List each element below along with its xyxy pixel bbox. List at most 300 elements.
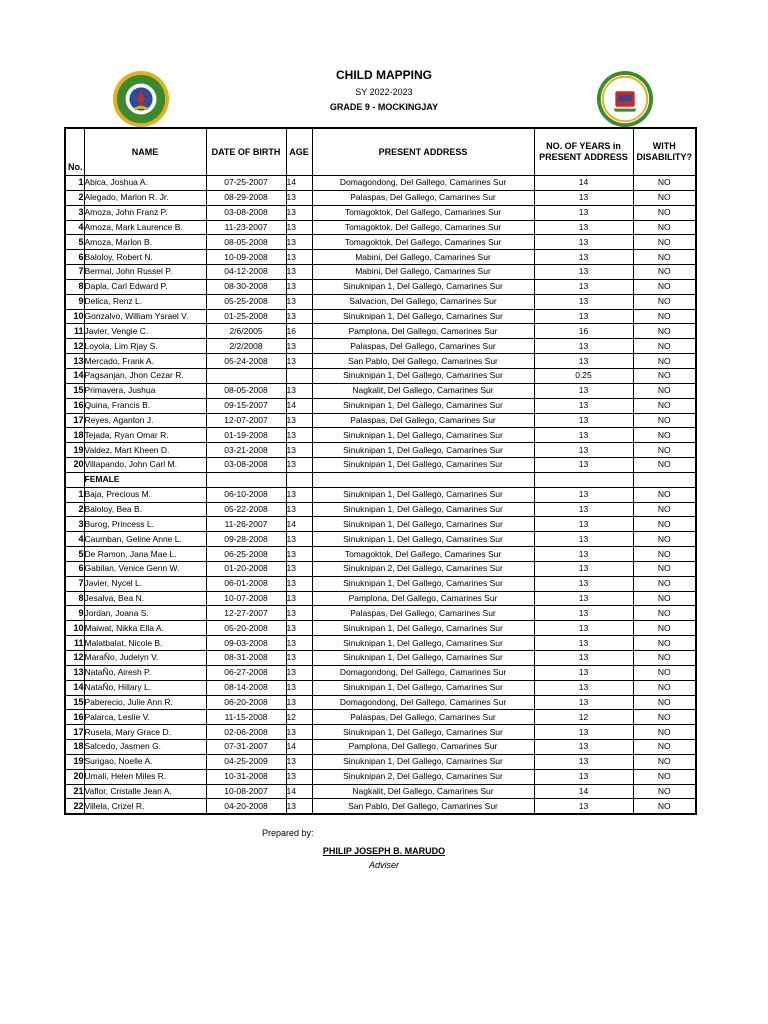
col-header-address: PRESENT ADDRESS [312, 128, 534, 176]
cell-years: 13 [534, 636, 633, 651]
cell-years: 13 [534, 413, 633, 428]
cell-name: Pagsanjan, Jhon Cezar R. [84, 368, 206, 383]
cell-years: 13 [534, 769, 633, 784]
cell-name: Villapando, John Carl M. [84, 458, 206, 473]
cell-dob: 10-07-2008 [206, 591, 286, 606]
cell-dob: 06-10-2008 [206, 487, 286, 502]
cell-address: Sinuknipan 1, Del Gallego, Camarines Sur [312, 458, 534, 473]
cell-name: Villela, Crizel R. [84, 799, 206, 814]
grade-section: GRADE 9 - MOCKINGJAY [329, 102, 439, 112]
table-row [65, 324, 696, 339]
table-row [65, 769, 696, 784]
cell-dob: 05-25-2008 [206, 294, 286, 309]
cell-years: 14 [534, 784, 633, 799]
cell-disability: NO [633, 799, 696, 814]
cell-years: 13 [534, 265, 633, 280]
cell-years: 13 [534, 651, 633, 666]
cell-disability: NO [633, 368, 696, 383]
cell-dob: 05-24-2008 [206, 354, 286, 369]
cell-address: Salvacion, Del Gallego, Camarines Sur [312, 294, 534, 309]
table-row [65, 799, 696, 814]
cell-age: 13 [286, 428, 312, 443]
cell-dob: 09-28-2008 [206, 532, 286, 547]
cell-no: 8 [65, 279, 84, 294]
cell-dob: 08-30-2008 [206, 279, 286, 294]
cell-address: Sinuknipan 1, Del Gallego, Camarines Sur [312, 517, 534, 532]
cell-years: 13 [534, 205, 633, 220]
cell-no: 11 [65, 324, 84, 339]
table-row [65, 502, 696, 517]
cell-no: 13 [65, 354, 84, 369]
table-row [65, 413, 696, 428]
cell-age: 13 [286, 576, 312, 591]
table-row [65, 309, 696, 324]
cell-dob: 10-08-2007 [206, 784, 286, 799]
cell-age: 13 [286, 680, 312, 695]
cell-dob: 08-05-2008 [206, 235, 286, 250]
cell-address: Palaspas, Del Gallego, Camarines Sur [312, 606, 534, 621]
section-empty-cell [286, 472, 312, 487]
cell-name: Bermal, John Russel P. [84, 265, 206, 280]
col-header-years: NO. OF YEARS in PRESENT ADDRESS [534, 128, 633, 176]
cell-disability: NO [633, 740, 696, 755]
cell-address: Nagkalit, Del Gallego, Camarines Sur [312, 784, 534, 799]
cell-disability: NO [633, 784, 696, 799]
cell-name: Tejada, Ryan Omar R. [84, 428, 206, 443]
cell-disability: NO [633, 443, 696, 458]
col-header-name: NAME [84, 128, 206, 176]
cell-years: 13 [534, 680, 633, 695]
cell-no: 7 [65, 265, 84, 280]
table-row [65, 235, 696, 250]
cell-dob: 11-23-2007 [206, 220, 286, 235]
table-row [65, 680, 696, 695]
cell-disability: NO [633, 220, 696, 235]
cell-age: 16 [286, 324, 312, 339]
cell-address: Palaspas, Del Gallego, Camarines Sur [312, 710, 534, 725]
cell-disability: NO [633, 354, 696, 369]
cell-address: Sinuknipan 1, Del Gallego, Camarines Sur [312, 428, 534, 443]
cell-name: Amoza, Marlon B. [84, 235, 206, 250]
cell-no: 13 [65, 665, 84, 680]
cell-dob: 11-26-2007 [206, 517, 286, 532]
cell-no: 6 [65, 250, 84, 265]
cell-no: 2 [65, 190, 84, 205]
table-row [65, 176, 696, 191]
cell-years: 13 [534, 754, 633, 769]
cell-years: 13 [534, 621, 633, 636]
cell-no: 16 [65, 398, 84, 413]
cell-no: 22 [65, 799, 84, 814]
cell-age: 13 [286, 621, 312, 636]
cell-no: 17 [65, 725, 84, 740]
cell-dob: 10-09-2008 [206, 250, 286, 265]
cell-dob: 11-15-2008 [206, 710, 286, 725]
cell-years: 13 [534, 740, 633, 755]
adviser-role: Adviser [368, 860, 399, 870]
section-empty-cell [65, 472, 84, 487]
table-row [65, 294, 696, 309]
table-row [65, 754, 696, 769]
cell-disability: NO [633, 294, 696, 309]
cell-name: Valdez, Mart Kheen D. [84, 443, 206, 458]
table-row [65, 398, 696, 413]
cell-dob: 03-08-2008 [206, 205, 286, 220]
cell-dob: 09-15-2007 [206, 398, 286, 413]
cell-age: 13 [286, 532, 312, 547]
table-row [65, 532, 696, 547]
cell-disability: NO [633, 176, 696, 191]
cell-age: 13 [286, 651, 312, 666]
cell-disability: NO [633, 680, 696, 695]
cell-age: 14 [286, 784, 312, 799]
cell-disability: NO [633, 576, 696, 591]
table-row [65, 279, 696, 294]
cell-disability: NO [633, 413, 696, 428]
cell-no: 11 [65, 636, 84, 651]
cell-name: Surigao, Noelle A. [84, 754, 206, 769]
cell-name: Primavera, Jushua [84, 383, 206, 398]
cell-name: Salcedo, Jasmen G. [84, 740, 206, 755]
cell-age: 13 [286, 190, 312, 205]
cell-name: Gonzalvo, William Ysrael V. [84, 309, 206, 324]
cell-age: 13 [286, 725, 312, 740]
cell-no: 18 [65, 428, 84, 443]
cell-address: Mabini, Del Gallego, Camarines Sur [312, 265, 534, 280]
table-body [65, 176, 696, 815]
cell-disability: NO [633, 754, 696, 769]
cell-address: Sinuknipan 1, Del Gallego, Camarines Sur [312, 487, 534, 502]
cell-years: 14 [534, 176, 633, 191]
cell-name: Javier, Vengie C. [84, 324, 206, 339]
cell-name: MaraÑo, Judelyn V. [84, 651, 206, 666]
cell-age: 13 [286, 205, 312, 220]
cell-disability: NO [633, 532, 696, 547]
cell-age: 13 [286, 220, 312, 235]
cell-years: 13 [534, 339, 633, 354]
cell-no: 15 [65, 695, 84, 710]
cell-address: Sinuknipan 1, Del Gallego, Camarines Sur [312, 680, 534, 695]
cell-age: 13 [286, 443, 312, 458]
col-header-age: AGE [286, 128, 312, 176]
cell-age: 13 [286, 754, 312, 769]
cell-no: 9 [65, 294, 84, 309]
cell-dob: 09-03-2008 [206, 636, 286, 651]
cell-address: Tomagoktok, Del Gallego, Camarines Sur [312, 235, 534, 250]
cell-address: San Pablo, Del Gallego, Camarines Sur [312, 354, 534, 369]
cell-name: De Ramon, Jana Mae L. [84, 547, 206, 562]
cell-years: 13 [534, 725, 633, 740]
cell-no: 20 [65, 458, 84, 473]
table-row [65, 621, 696, 636]
cell-disability: NO [633, 190, 696, 205]
cell-age: 13 [286, 561, 312, 576]
cell-dob: 07-31-2007 [206, 740, 286, 755]
cell-name: Burog, Princess L. [84, 517, 206, 532]
cell-dob: 12-07-2007 [206, 413, 286, 428]
section-empty-cell [534, 472, 633, 487]
cell-no: 12 [65, 651, 84, 666]
cell-years: 13 [534, 354, 633, 369]
cell-age: 14 [286, 740, 312, 755]
adviser-name [0, 846, 768, 856]
cell-disability: NO [633, 279, 696, 294]
cell-name: Paberecio, Julie Ann R. [84, 695, 206, 710]
cell-age: 13 [286, 279, 312, 294]
cell-name: Malatbalat, Nicole B. [84, 636, 206, 651]
cell-disability: NO [633, 205, 696, 220]
table-row [65, 517, 696, 532]
cell-years: 0.25 [534, 368, 633, 383]
cell-no: 15 [65, 383, 84, 398]
table-row [65, 665, 696, 680]
cell-no: 1 [65, 176, 84, 191]
cell-name: Dapla, Carl Edward P. [84, 279, 206, 294]
table-row [65, 443, 696, 458]
cell-no: 9 [65, 606, 84, 621]
cell-address: Sinuknipan 2, Del Gallego, Camarines Sur [312, 561, 534, 576]
cell-name: Mercado, Frank A. [84, 354, 206, 369]
cell-no: 3 [65, 517, 84, 532]
cell-age [286, 368, 312, 383]
cell-age: 13 [286, 354, 312, 369]
cell-no: 4 [65, 532, 84, 547]
cell-address: Pamplona, Del Gallego, Camarines Sur [312, 591, 534, 606]
table-row [65, 784, 696, 799]
cell-address: Sinuknipan 1, Del Gallego, Camarines Sur [312, 309, 534, 324]
table-row [65, 383, 696, 398]
cell-name: Umali, Helen Miles R. [84, 769, 206, 784]
cell-disability: NO [633, 398, 696, 413]
cell-dob: 03-08-2008 [206, 458, 286, 473]
cell-dob: 2/6/2005 [206, 324, 286, 339]
cell-name: Abica, Joshua A. [84, 176, 206, 191]
cell-disability: NO [633, 591, 696, 606]
cell-disability: NO [633, 458, 696, 473]
table-row [65, 250, 696, 265]
cell-disability: NO [633, 487, 696, 502]
table-row [65, 695, 696, 710]
cell-age: 13 [286, 591, 312, 606]
cell-address: Sinuknipan 1, Del Gallego, Camarines Sur [312, 725, 534, 740]
cell-disability: NO [633, 606, 696, 621]
cell-years: 13 [534, 458, 633, 473]
section-label-female: FEMALE [84, 472, 206, 487]
cell-age: 14 [286, 398, 312, 413]
cell-disability: NO [633, 324, 696, 339]
cell-address: Pamplona, Del Gallego, Camarines Sur [312, 740, 534, 755]
cell-address: Sinuknipan 1, Del Gallego, Camarines Sur [312, 651, 534, 666]
cell-name: Javier, Nycel L. [84, 576, 206, 591]
cell-years: 13 [534, 517, 633, 532]
cell-years: 13 [534, 279, 633, 294]
cell-disability: NO [633, 428, 696, 443]
table-row [65, 265, 696, 280]
cell-disability: NO [633, 561, 696, 576]
cell-no: 2 [65, 502, 84, 517]
table-row [65, 740, 696, 755]
cell-address: Domagondong, Del Gallego, Camarines Sur [312, 695, 534, 710]
cell-years: 13 [534, 502, 633, 517]
cell-dob: 08-31-2008 [206, 651, 286, 666]
cell-no: 4 [65, 220, 84, 235]
cell-address: Sinuknipan 1, Del Gallego, Camarines Sur [312, 443, 534, 458]
child-mapping-table [64, 127, 697, 815]
cell-disability: NO [633, 235, 696, 250]
cell-years: 13 [534, 190, 633, 205]
cell-age: 13 [286, 265, 312, 280]
cell-name: Delica, Renz L. [84, 294, 206, 309]
cell-disability: NO [633, 547, 696, 562]
cell-years: 13 [534, 532, 633, 547]
cell-years: 13 [534, 398, 633, 413]
cell-disability: NO [633, 651, 696, 666]
cell-disability: NO [633, 383, 696, 398]
cell-dob: 08-14-2008 [206, 680, 286, 695]
cell-years: 13 [534, 799, 633, 814]
table-row [65, 220, 696, 235]
cell-dob: 07-25-2007 [206, 176, 286, 191]
cell-no: 19 [65, 443, 84, 458]
cell-no: 5 [65, 235, 84, 250]
cell-no: 14 [65, 368, 84, 383]
cell-address: Pamplona, Del Gallego, Camarines Sur [312, 324, 534, 339]
cell-address: Palaspas, Del Gallego, Camarines Sur [312, 339, 534, 354]
table-row [65, 339, 696, 354]
cell-years: 13 [534, 309, 633, 324]
cell-no: 16 [65, 710, 84, 725]
table-row [65, 428, 696, 443]
cell-years: 13 [534, 383, 633, 398]
table-row [65, 636, 696, 651]
cell-name: Caumban, Geline Anne L. [84, 532, 206, 547]
cell-address: San Pablo, Del Gallego, Camarines Sur [312, 799, 534, 814]
cell-no: 6 [65, 561, 84, 576]
cell-disability: NO [633, 309, 696, 324]
cell-dob: 06-25-2008 [206, 547, 286, 562]
cell-age: 13 [286, 339, 312, 354]
cell-name: Baja, Precious M. [84, 487, 206, 502]
cell-age: 13 [286, 547, 312, 562]
cell-age: 13 [286, 383, 312, 398]
cell-no: 7 [65, 576, 84, 591]
cell-address: Tomagoktok, Del Gallego, Camarines Sur [312, 547, 534, 562]
cell-disability: NO [633, 502, 696, 517]
cell-address: Sinuknipan 1, Del Gallego, Camarines Sur [312, 398, 534, 413]
table-row [65, 710, 696, 725]
cell-disability: NO [633, 769, 696, 784]
cell-address: Sinuknipan 1, Del Gallego, Camarines Sur [312, 368, 534, 383]
cell-years: 13 [534, 561, 633, 576]
cell-disability: NO [633, 517, 696, 532]
cell-no: 1 [65, 487, 84, 502]
section-empty-cell [633, 472, 696, 487]
table-row [65, 576, 696, 591]
cell-no: 21 [65, 784, 84, 799]
cell-age: 13 [286, 636, 312, 651]
cell-years: 13 [534, 576, 633, 591]
cell-no: 20 [65, 769, 84, 784]
cell-name: Palarca, Leslie V. [84, 710, 206, 725]
cell-disability: NO [633, 710, 696, 725]
cell-no: 17 [65, 413, 84, 428]
cell-age: 13 [286, 606, 312, 621]
cell-name: Vaflor, Cristalle Jean A. [84, 784, 206, 799]
cell-name: Gabilan, Venice Genn W. [84, 561, 206, 576]
cell-dob: 12-27-2007 [206, 606, 286, 621]
cell-name: Alegado, Marlon R. Jr. [84, 190, 206, 205]
cell-age: 13 [286, 250, 312, 265]
page-title: CHILD MAPPING [336, 68, 432, 82]
cell-years: 13 [534, 487, 633, 502]
cell-dob: 04-25-2009 [206, 754, 286, 769]
cell-name: Quina, Francis B. [84, 398, 206, 413]
cell-dob: 08-05-2008 [206, 383, 286, 398]
school-year: SY 2022-2023 [355, 87, 413, 97]
cell-age: 13 [286, 294, 312, 309]
cell-years: 13 [534, 443, 633, 458]
cell-years: 13 [534, 235, 633, 250]
cell-dob: 03-21-2008 [206, 443, 286, 458]
cell-address: Nagkalit, Del Gallego, Camarines Sur [312, 383, 534, 398]
cell-name: Jordan, Joana S. [84, 606, 206, 621]
cell-years: 13 [534, 428, 633, 443]
cell-address: Tomagoktok, Del Gallego, Camarines Sur [312, 220, 534, 235]
cell-address: Palaspas, Del Gallego, Camarines Sur [312, 413, 534, 428]
cell-years: 16 [534, 324, 633, 339]
cell-address: Sinuknipan 1, Del Gallego, Camarines Sur [312, 502, 534, 517]
cell-age: 13 [286, 665, 312, 680]
cell-no: 10 [65, 309, 84, 324]
cell-years: 12 [534, 710, 633, 725]
cell-address: Sinuknipan 1, Del Gallego, Camarines Sur [312, 621, 534, 636]
section-empty-cell [206, 472, 286, 487]
cell-address: Sinuknipan 1, Del Gallego, Camarines Sur [312, 279, 534, 294]
cell-years: 13 [534, 547, 633, 562]
cell-age: 13 [286, 799, 312, 814]
cell-dob: 06-01-2008 [206, 576, 286, 591]
col-header-dob: DATE OF BIRTH [206, 128, 286, 176]
cell-years: 13 [534, 220, 633, 235]
cell-name: Jesalva, Bea N. [84, 591, 206, 606]
cell-disability: NO [633, 339, 696, 354]
cell-no: 5 [65, 547, 84, 562]
cell-age: 13 [286, 769, 312, 784]
cell-dob: 01-25-2008 [206, 309, 286, 324]
cell-dob: 08-29-2008 [206, 190, 286, 205]
table-row [65, 190, 696, 205]
cell-dob: 04-12-2008 [206, 265, 286, 280]
cell-disability: NO [633, 695, 696, 710]
cell-address: Mabini, Del Gallego, Camarines Sur [312, 250, 534, 265]
cell-dob: 10-31-2008 [206, 769, 286, 784]
cell-dob: 06-20-2008 [206, 695, 286, 710]
cell-name: Baloloy, Bea B. [84, 502, 206, 517]
cell-address: Palaspas, Del Gallego, Camarines Sur [312, 190, 534, 205]
cell-years: 13 [534, 294, 633, 309]
cell-address: Sinuknipan 2, Del Gallego, Camarines Sur [312, 769, 534, 784]
cell-dob [206, 368, 286, 383]
cell-age: 14 [286, 517, 312, 532]
cell-age: 13 [286, 309, 312, 324]
cell-name: Loyola, Lim Rjay S. [84, 339, 206, 354]
table-row [65, 606, 696, 621]
table-header-row [65, 128, 696, 176]
cell-disability: NO [633, 621, 696, 636]
cell-age: 13 [286, 458, 312, 473]
cell-dob: 2/2/2008 [206, 339, 286, 354]
section-row-female [65, 472, 696, 487]
